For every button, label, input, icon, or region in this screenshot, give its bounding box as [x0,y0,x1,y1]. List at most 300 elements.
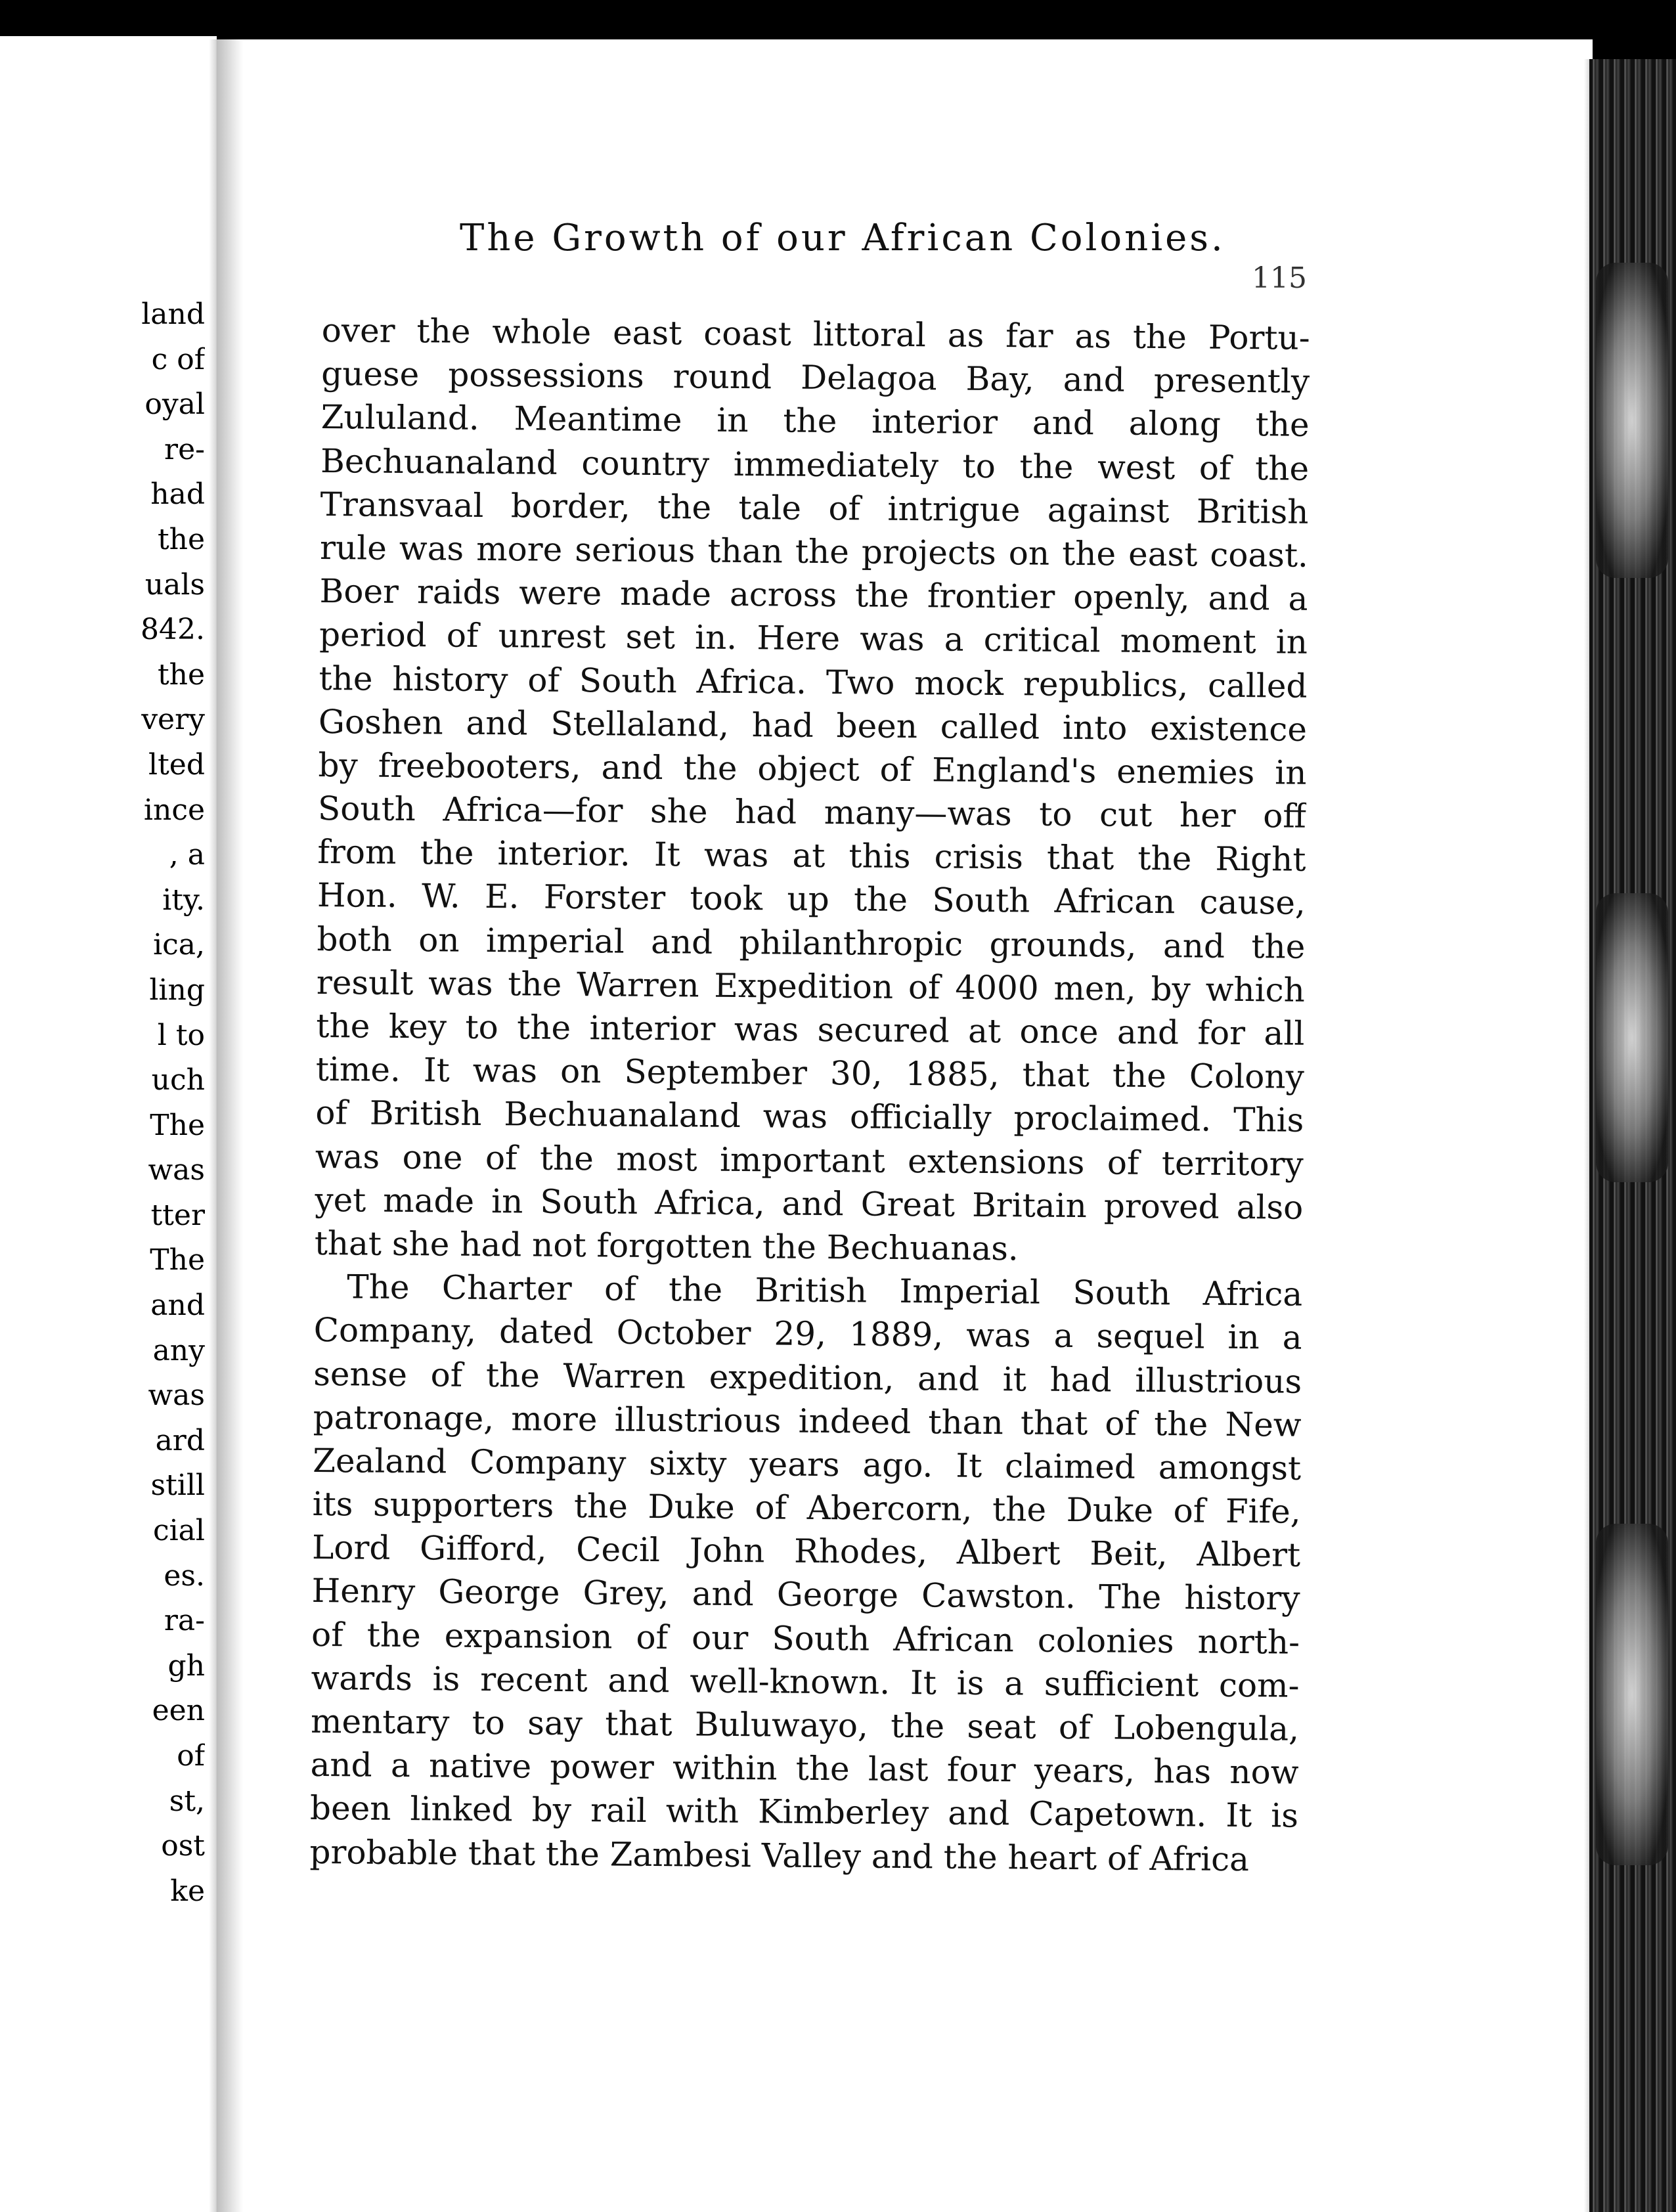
word: September [624,1052,808,1093]
word: Bechuanaland [504,1095,741,1136]
text-line [320,395,1309,447]
word: history [392,659,508,699]
word: off [1263,797,1307,835]
word: colonies [1037,1621,1174,1660]
word: was [315,1137,380,1176]
word: was [703,835,769,875]
word: far [1005,317,1053,355]
word: the [795,532,850,571]
word: that [605,1704,673,1744]
word: was [966,1316,1031,1355]
word: unrest [498,617,606,656]
word: east [612,313,682,353]
word: against [1047,491,1170,530]
edge-stamp-mark [1596,893,1668,1182]
word: once [1019,1012,1099,1051]
word: Fife, [1225,1492,1301,1531]
word: enemies [1116,752,1255,792]
word: sequel [1096,1317,1205,1356]
word: of [1105,1404,1137,1443]
text-line [320,483,1308,534]
word: presently [1153,361,1310,401]
left-page-line: re- [164,432,205,466]
left-page-line: lted [148,747,205,782]
word: of [527,660,560,699]
word: the [366,1616,421,1654]
left-page-line: and [150,1289,205,1323]
text-line: that she had not forgotten the Bechuanas. [314,1224,1019,1268]
word: of [311,1615,343,1654]
word: the [683,749,738,787]
word: its [312,1485,353,1524]
word: wards [311,1658,413,1698]
word: one [402,1138,463,1177]
word: and [1116,1013,1180,1052]
word: been [836,706,918,745]
word: projects [861,533,996,573]
word: the [891,1706,945,1746]
word: result [316,963,414,1002]
word: Grey, [583,1574,669,1613]
word: 1885, [905,1055,1000,1094]
word: time. [315,1050,401,1090]
text-line [316,1048,1304,1099]
word: raids [416,573,501,612]
text-line [311,1569,1300,1620]
word: it [1002,1360,1027,1398]
text-line [310,1786,1298,1838]
word: the [1061,534,1116,573]
word: a [1053,1317,1074,1356]
word: Hon. [317,876,398,916]
word: of [446,616,479,655]
text-line [315,1178,1303,1229]
word: made [383,1181,475,1220]
word: African [893,1620,1015,1659]
word: by [318,745,359,785]
word: South [540,1182,638,1222]
word: more [511,1400,598,1439]
word: the [508,965,562,1004]
left-page-line: land [141,298,205,331]
word: native [428,1746,532,1786]
word: interior [589,1009,716,1048]
word: across [729,575,837,615]
word: last [868,1750,929,1789]
word: this [849,837,911,876]
text-line [320,439,1309,491]
left-page-line: gh [167,1648,205,1683]
text-line [318,743,1306,795]
word: British [755,1271,868,1310]
word: many—was [824,793,1012,833]
word: The [1098,1578,1162,1617]
word: also [1236,1187,1304,1227]
word: period [319,615,427,655]
word: and [466,703,528,743]
word: four [946,1750,1016,1790]
word: of [636,1618,669,1656]
word: Great [860,1185,956,1224]
word: Duke [648,1488,735,1527]
word: with [665,1792,739,1831]
word: called [940,707,1040,747]
word: to [465,1007,498,1047]
word: and [1032,403,1095,443]
word: and [601,748,663,787]
word: proved [1103,1187,1220,1226]
word: Here [757,619,841,658]
left-page-line: ost [161,1829,205,1863]
word: expedition, [709,1358,894,1398]
word: and [310,1746,372,1784]
word: years, [1034,1751,1136,1790]
text-line [312,1482,1300,1534]
word: the [516,1008,571,1048]
word: in [717,401,749,440]
word: up [787,880,829,919]
word: and [917,1359,980,1398]
word: object [757,749,860,789]
word: and [948,1794,1010,1833]
word: coast. [1210,535,1309,575]
left-page-line: tter [150,1198,205,1232]
word: is [956,1664,984,1702]
word: the [668,1270,723,1309]
word: This [1233,1101,1304,1140]
word: in [1275,623,1308,662]
word: the [657,487,712,527]
word: Two [826,663,895,702]
word: has [1153,1752,1212,1791]
text-line [313,1352,1302,1403]
word: at [792,836,826,875]
word: all [1264,1014,1305,1053]
word: country [581,443,710,483]
word: Buluwayo, [694,1705,869,1745]
word: George [438,1572,560,1612]
word: African [1054,882,1176,921]
word: west [1097,447,1176,487]
word: that [1020,1404,1088,1442]
word: within [672,1748,778,1788]
word: It [653,835,681,874]
word: whole [492,313,592,352]
word: by [531,1790,572,1830]
word: imperial [485,921,625,961]
text-line [310,1743,1298,1794]
word: of [828,489,861,528]
word: a [944,620,964,659]
word: and [650,922,713,962]
word: Abercorn, [806,1488,973,1528]
text-line [311,1700,1299,1751]
word: on [1008,534,1050,573]
word: a [1004,1664,1025,1703]
text-line [315,1135,1304,1186]
word: our [691,1618,749,1657]
word: of [485,1138,518,1177]
word: a [1288,579,1308,618]
word: Kimberley [757,1792,929,1832]
text-line [316,1004,1304,1055]
word: 29, [774,1314,827,1354]
left-page-line: ica, [153,928,205,962]
word: openly, [1073,578,1190,617]
page-shadow [217,39,243,2212]
word: linked [410,1790,513,1829]
word: British [369,1094,482,1134]
left-page-text [8,292,205,1914]
word: had [1049,1360,1112,1399]
word: supporters [372,1485,554,1525]
word: yet [315,1180,366,1220]
left-page-line: any [152,1333,205,1367]
word: coast [703,314,792,353]
left-page-line: of [177,1739,205,1773]
word: E. [484,877,519,916]
word: at [967,1011,1002,1051]
word: of [430,1355,463,1394]
word: South [317,789,416,829]
word: Albert [956,1533,1061,1573]
text-line [311,1613,1300,1664]
left-page-line: ling [149,973,205,1007]
word: sufficient [1044,1664,1199,1704]
word: than [707,531,783,571]
word: interior. [497,834,631,874]
word: England's [931,751,1097,791]
text-line [320,526,1308,577]
left-page-line: een [152,1694,205,1728]
left-page-line: ince [143,793,205,827]
word: seat [967,1707,1036,1746]
word: a [390,1746,410,1785]
word: the [1019,447,1074,486]
word: the [853,880,908,919]
body-text [309,309,1310,1881]
word: It [423,1051,451,1090]
text-line [317,918,1305,969]
word: possessions [448,355,644,396]
left-page-line: the [157,522,205,556]
word: expansion [444,1616,613,1656]
word: in. [694,618,738,657]
word: and [1063,361,1126,399]
word: Boer [319,572,399,611]
word: Stellaland, [550,704,730,744]
word: Meantime [514,399,682,439]
word: The [347,1268,410,1307]
word: illustrious [614,1400,782,1440]
word: interior [871,402,998,442]
word: say [527,1704,583,1743]
word: British [1196,492,1309,531]
word: October [616,1313,751,1353]
word: in [491,1182,523,1221]
word: Cawston. [921,1576,1076,1616]
word: 30, [829,1054,883,1093]
word: George [776,1575,899,1615]
word: Right [1215,839,1306,879]
word: border, [510,487,631,526]
word: is [1271,1796,1299,1836]
word: east [1128,535,1198,574]
word: grounds, [989,925,1137,965]
word: over [321,311,395,350]
left-page-line: ity. [162,883,205,917]
text-line [321,309,1310,360]
word: the [854,576,910,615]
word: littoral [812,315,927,355]
left-page-line: ra- [164,1604,205,1638]
word: New [1225,1405,1302,1444]
word: rule [319,528,387,567]
left-page-line: , a [169,838,205,872]
edge-stamp-mark [1596,1524,1668,1865]
text-line [314,1265,1302,1316]
word: Colony [1189,1057,1305,1096]
word: It [956,1446,982,1485]
left-page-line: l to [157,1018,205,1052]
text-line [319,613,1308,664]
word: W. [421,877,460,916]
word: the [1254,449,1310,488]
word: and [1208,579,1270,618]
word: com- [1218,1666,1300,1705]
word: ago. [862,1446,933,1485]
word: It [910,1663,937,1702]
word: Warren [576,965,699,1005]
left-page-line: was [148,1153,205,1187]
word: Company, [313,1311,477,1351]
word: the [420,833,474,873]
word: of [1173,1492,1206,1530]
word: than [928,1402,1003,1442]
word: the [539,1139,594,1178]
word: mock [914,663,1004,703]
word: Rhodes, [793,1532,928,1572]
word: well-known. [690,1662,891,1702]
word: was [472,1051,538,1090]
word: round [673,357,772,397]
word: the [1132,317,1187,357]
word: of [1199,449,1231,487]
word: Goshen [318,702,443,742]
left-page-line: cial [152,1514,205,1548]
word: Cecil [575,1530,661,1570]
running-header: The Growth of our African Colonies. [460,217,1225,259]
word: to [472,1703,506,1742]
word: as [947,316,984,355]
word: It [1225,1796,1252,1835]
word: is [432,1660,460,1698]
text-line [313,1439,1301,1490]
word: Company [470,1442,627,1482]
word: Zealand [312,1441,447,1481]
word: set [625,617,676,657]
word: been [309,1789,391,1828]
word: were [519,573,602,613]
word: was [399,529,464,568]
word: was [734,1009,799,1049]
word: secured [817,1010,950,1050]
word: critical [983,621,1101,660]
word: more [476,529,563,569]
word: the [992,1490,1047,1529]
word: and [782,1184,844,1224]
left-page-line: uals [144,567,205,602]
word: Africa [1202,1274,1303,1314]
word: the [795,1749,850,1788]
word: crisis [934,837,1024,877]
word: claimed [1004,1447,1136,1486]
word: Capetown. [1028,1794,1207,1835]
word: illustrious [1135,1361,1302,1401]
word: indeed [798,1402,912,1441]
word: most [616,1139,697,1179]
word: had [751,705,814,745]
word: called [1207,666,1308,705]
text-line [314,1308,1302,1360]
word: now [1229,1753,1299,1792]
text-line [319,569,1308,621]
word: of [908,967,940,1007]
word: patronage, [313,1398,495,1438]
text-line [319,656,1307,707]
word: sense [313,1354,408,1394]
left-page-line: c of [151,342,205,376]
word: Britain [971,1185,1088,1225]
word: that [1022,1055,1090,1095]
word: of [1058,1708,1091,1747]
word: years [749,1445,840,1484]
word: from [317,833,397,872]
word: Henry [311,1572,416,1611]
left-page-line: had [150,477,205,512]
word: of [755,1488,787,1527]
left-page-line: 842. [141,613,205,647]
word: Africa, [655,1183,765,1223]
word: John [689,1531,765,1570]
text-line [319,700,1307,751]
word: the [1255,405,1310,445]
word: serious [575,530,695,570]
word: South [579,661,678,700]
word: was [762,1097,828,1136]
left-page-line: uch [151,1063,205,1097]
edge-stamp-mark [1596,263,1668,578]
text-line [311,1656,1299,1708]
word: rail [590,1791,648,1830]
word: mentary [310,1702,450,1742]
word: Forster [543,878,666,918]
text-line [318,787,1306,838]
word: of [315,1094,348,1132]
word: which [1205,970,1306,1009]
word: as [1074,317,1112,356]
word: by [1151,969,1191,1009]
word: Africa. [696,662,807,701]
word: Delagoa [800,358,937,398]
word: the [319,659,373,698]
word: guese [320,355,420,394]
word: Expedition [714,966,894,1006]
word: territory [1161,1143,1304,1183]
word: South [772,1619,870,1658]
left-page-line: The [150,1243,205,1277]
word: frontier [927,577,1055,616]
